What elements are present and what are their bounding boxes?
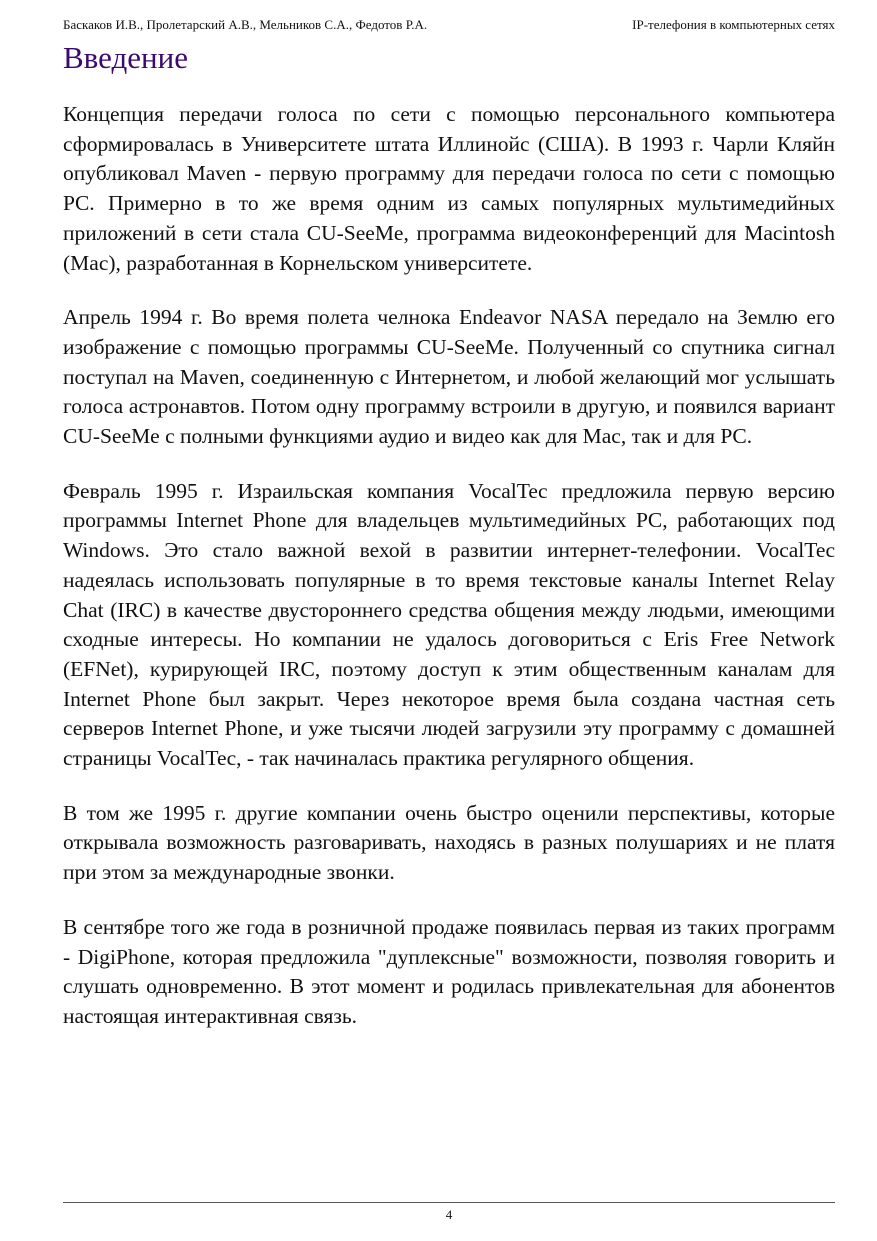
header-book-title: IP-телефония в компьютерных сетях — [632, 17, 835, 32]
paragraph: Концепция передачи голоса по сети с помощью персонального компьютера сформировалась в Университете штата Иллинойс (США). В 1993 г. Чарли Кляйн опубликовал Maven - первую программу для передачи голоса по сети с помощью PC. Примерно в то же время одним из самых популярных мультимедийных приложений в сети стала CU-SeeMe, программа видеоконференций для Macintosh (Mac), разработанная в Корнельском университете. — [63, 102, 835, 275]
header-authors: Баскаков И.В., Пролетарский А.В., Мельников С.А., Федотов Р.А. — [63, 17, 428, 32]
paragraph: В том же 1995 г. другие компании очень быстро оценили перспективы, которые открывала возможность разговаривать, находясь в разных полушариях и не платя при этом за международные звонки. — [63, 800, 835, 885]
paragraph: Февраль 1995 г. Израильская компания VocalTec предложила первую версию программы Internet Phone для владельцев мультимедийных PC, работающих под Windows. Это стало важной вехой в развитии интернет-телефонии. VocalTec надеялась использовать популярные в то время текстовые каналы Internet Relay Chat (IRC) в качестве двустороннего средства общения между людьми, имеющими сходные интересы. Но компании не удалось договориться с Eris Free Network (EFNet), курирующей IRC, поэтому доступ к этим общественным каналам для Internet Phone был закрыт. Через некоторое время была создана частная сеть серверов Internet Phone, и уже тысячи людей загрузили эту программу с домашней страницы VocalTec, - так начиналась практика регулярного общения. — [63, 478, 835, 771]
running-header — [63, 16, 835, 34]
paragraph: Апрель 1994 г. Во время полета челнока Endeavor NASA передало на Землю его изображение с помощью программы CU-SeeMe. Полученный со спутника сигнал поступал на Maven, соединенную с Интернетом, и любой желающий мог услышать голоса астронавтов. Потом одну программу встроили в другую, и появился вариант CU-SeeMe с полными функциями аудио и видео как для Mac, так и для PC. — [63, 305, 835, 449]
body-text — [63, 100, 835, 1057]
document-page — [63, 0, 835, 1241]
chapter-title: Введение — [63, 40, 188, 75]
paragraph: В сентябре того же года в розничной продаже появилась первая из таких программ - DigiPhone, которая предложила "дуплексные" возможности, позволяя говорить и слушать одновременно. В этот момент и родилась привлекательная для абонентов настоящая интерактивная связь. — [63, 914, 835, 1028]
page-number: 4 — [445, 1207, 453, 1222]
footer-divider — [63, 1202, 835, 1203]
